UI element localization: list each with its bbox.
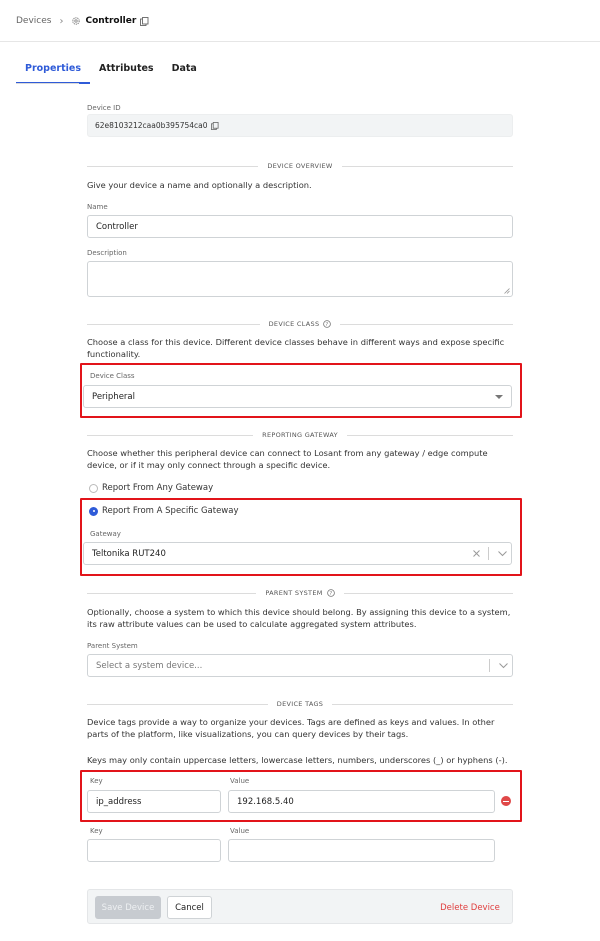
reporting-gateway-heading: REPORTING GATEWAY bbox=[87, 429, 513, 441]
parent-system-description: Optionally, choose a system to which this device should belong. By assigning this device to a system, its raw attribute values can be used to calculate aggregated system attributes. bbox=[87, 607, 511, 629]
tag-key-input-empty[interactable] bbox=[87, 839, 221, 862]
copy-icon[interactable] bbox=[140, 17, 149, 26]
device-class-description: Choose a class for this device. Different device classes behave in different ways and expose specific functionality. bbox=[87, 337, 505, 359]
radio-any-gateway[interactable] bbox=[89, 483, 213, 493]
breadcrumb-separator: › bbox=[59, 15, 64, 27]
gear-icon bbox=[71, 16, 81, 26]
description-label: Description bbox=[87, 249, 127, 257]
tab-bar bbox=[16, 58, 206, 84]
tag-key-input[interactable]: ip_address bbox=[87, 790, 221, 813]
device-tags-description: Device tags provide a way to organize your devices. Tags are defined as keys and values. In other parts of the platform, like visualizations, you can query devices by their tags. bbox=[87, 717, 495, 739]
device-tags-heading: DEVICE TAGS bbox=[87, 698, 513, 710]
device-class-label: Device Class bbox=[90, 372, 135, 380]
tag-value-input[interactable]: 192.168.5.40 bbox=[228, 790, 495, 813]
device-tags-key-rule: Keys may only contain uppercase letters, lowercase letters, numbers, underscores (_) or hyphens (-). bbox=[87, 755, 508, 765]
parent-system-select[interactable] bbox=[87, 654, 513, 677]
save-device-button[interactable]: Save Device bbox=[95, 896, 161, 919]
breadcrumb-current-label: Controller bbox=[85, 16, 137, 26]
tab-properties[interactable]: Properties bbox=[16, 58, 90, 84]
tag-value-label: Value bbox=[230, 827, 250, 835]
radio-unchecked-icon[interactable] bbox=[89, 484, 98, 493]
breadcrumb-devices-link[interactable]: Devices bbox=[16, 16, 52, 26]
tag-key-label: Key bbox=[90, 827, 103, 835]
tab-data[interactable]: Data bbox=[171, 63, 197, 74]
gateway-label: Gateway bbox=[90, 530, 121, 538]
tabs-underline bbox=[16, 83, 79, 84]
description-textarea[interactable] bbox=[87, 261, 513, 297]
device-id-value: 62e8103212caa0b395754ca0 bbox=[95, 121, 208, 130]
name-label: Name bbox=[87, 203, 108, 211]
reporting-gateway-description: Choose whether this peripheral device can connect to Losant from any gateway / edge compute device, or if it may only connect through a specific device. bbox=[87, 448, 488, 470]
gateway-value: Teltonika RUT240 bbox=[92, 548, 166, 559]
parent-system-heading-label: PARENT SYSTEM bbox=[265, 589, 323, 597]
radio-any-gateway-label: Report From Any Gateway bbox=[102, 483, 214, 493]
copy-icon[interactable] bbox=[211, 122, 219, 130]
name-input[interactable]: Controller bbox=[87, 215, 513, 238]
device-class-value: Peripheral bbox=[92, 391, 135, 402]
parent-system-heading bbox=[87, 587, 513, 599]
highlight-gateway bbox=[80, 498, 522, 576]
tag-value-label: Value bbox=[230, 777, 250, 785]
tag-value-input-empty[interactable] bbox=[228, 839, 495, 862]
chevron-down-icon[interactable] bbox=[494, 655, 512, 676]
device-id-label: Device ID bbox=[87, 104, 121, 112]
svg-text:?: ? bbox=[329, 590, 333, 597]
cancel-button[interactable]: Cancel bbox=[167, 896, 212, 919]
breadcrumb-current bbox=[71, 16, 149, 26]
form-footer bbox=[87, 889, 513, 924]
device-class-heading-label: DEVICE CLASS bbox=[268, 320, 320, 328]
highlight-device-class bbox=[80, 363, 522, 418]
help-circle-icon[interactable] bbox=[327, 589, 335, 597]
tab-attributes[interactable]: Attributes bbox=[99, 63, 154, 74]
tag-key-label: Key bbox=[90, 777, 103, 785]
highlight-device-tag bbox=[80, 770, 522, 822]
radio-specific-gateway-label: Report From A Specific Gateway bbox=[102, 506, 239, 516]
help-circle-icon[interactable] bbox=[323, 320, 331, 328]
device-overview-heading: DEVICE OVERVIEW bbox=[87, 160, 513, 172]
device-class-heading bbox=[87, 318, 513, 330]
header-divider bbox=[0, 41, 600, 42]
resize-grip-icon[interactable] bbox=[504, 288, 510, 294]
parent-system-label: Parent System bbox=[87, 642, 138, 650]
breadcrumb bbox=[16, 13, 149, 29]
device-overview-description: Give your device a name and optionally a description. bbox=[87, 180, 312, 190]
svg-text:?: ? bbox=[325, 321, 329, 328]
device-id-field bbox=[87, 114, 513, 137]
parent-system-placeholder: Select a system device... bbox=[96, 660, 203, 671]
delete-device-button[interactable]: Delete Device bbox=[440, 902, 500, 913]
